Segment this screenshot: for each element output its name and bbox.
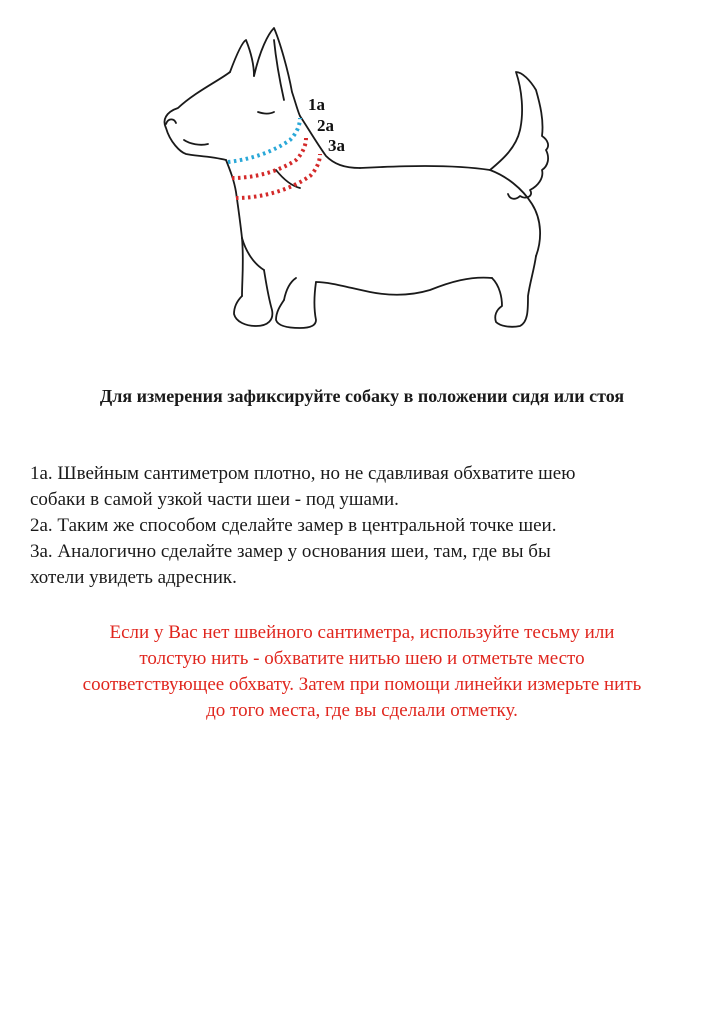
instruction-line: 2а. Таким же способом сделайте замер в центральной точке шеи. — [30, 515, 557, 536]
instruction-line: хотели увидеть адресник. — [30, 567, 237, 588]
note-line: до того места, где вы сделали отметку. — [206, 700, 518, 721]
label-1a: 1a — [308, 95, 325, 114]
instruction-line: собаки в самой узкой части шеи - под ушами. — [30, 489, 399, 510]
dog-outline-drawing — [150, 20, 560, 335]
note-line: толстую нить - обхватите нитью шею и отметьте место — [139, 648, 585, 669]
note-line: соответствующее обхвату. Затем при помощи линейки измерьте нить — [82, 674, 642, 695]
measurement-instructions — [30, 461, 700, 591]
instruction-line: 1а. Швейным сантиметром плотно, но не сдавливая обхватите шею — [30, 463, 576, 484]
measurement-line-2a — [232, 138, 306, 178]
alternative-measurement-note — [20, 620, 704, 724]
dog-neck-measurement-illustration — [150, 20, 560, 335]
measurement-line-3a — [236, 154, 320, 198]
page-heading: Для измерения зафиксируйте собаку в положении сидя или стоя — [99, 386, 625, 406]
instruction-line: 3а. Аналогично сделайте замер у основания шеи, там, где вы бы — [30, 541, 551, 562]
dog-outline — [165, 28, 549, 328]
label-3a: 3a — [328, 136, 345, 155]
note-line: Если у Вас нет швейного сантиметра, используйте тесьму или — [109, 622, 615, 643]
measurement-line-1a — [228, 118, 300, 162]
label-2a: 2a — [317, 116, 334, 135]
